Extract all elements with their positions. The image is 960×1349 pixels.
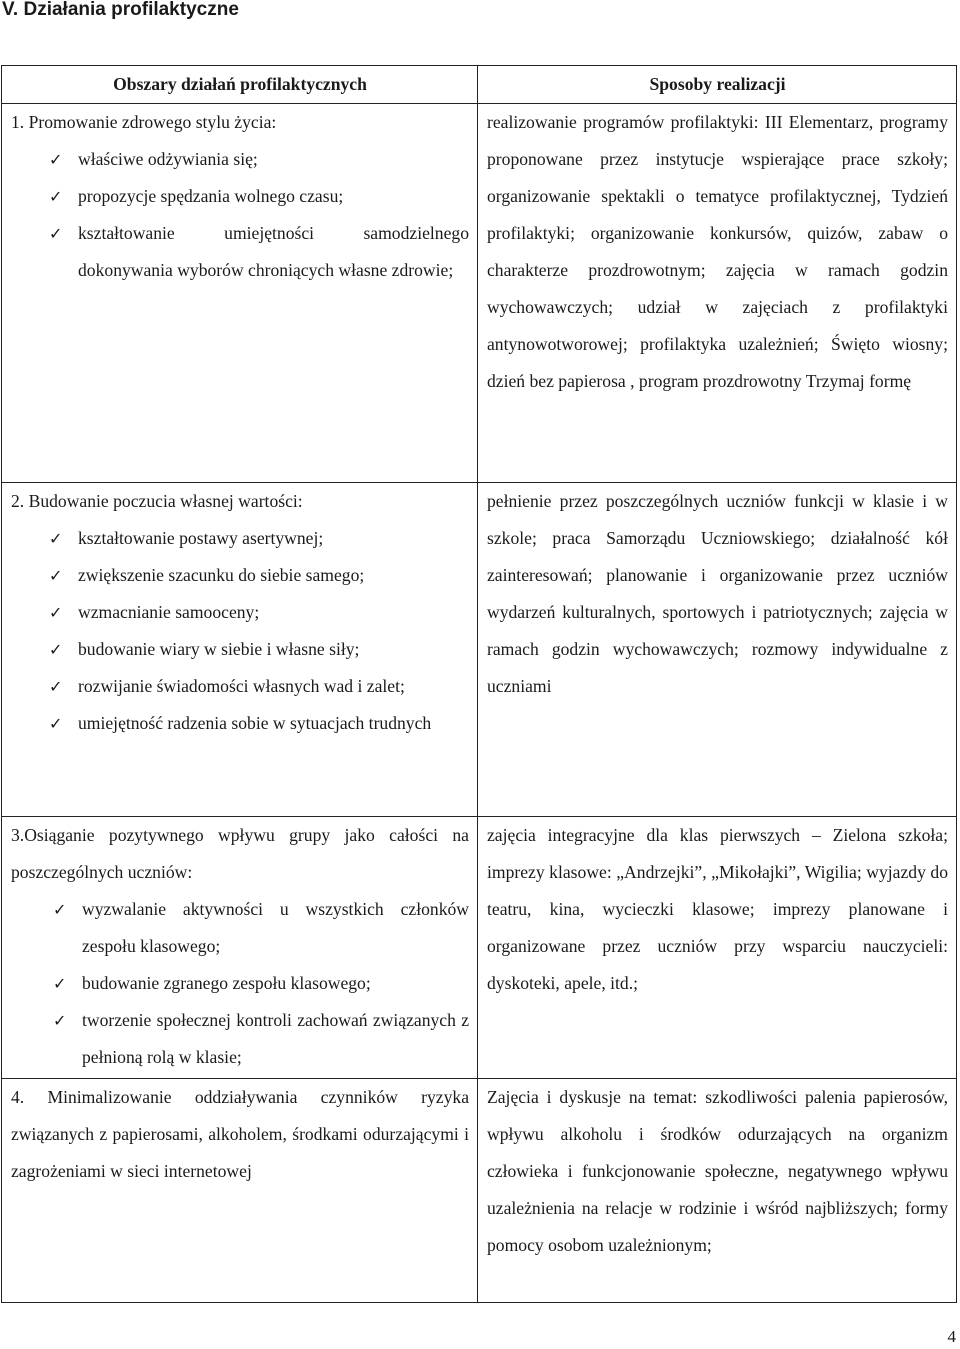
prevention-table <box>1 65 957 1303</box>
check-mark-icon: ✓ <box>49 603 63 622</box>
list-item: ✓ budowanie wiary w siebie i własne siły; <box>11 631 469 668</box>
list-item: ✓ kształtowanie umiejętności samodzielnego dokonywania wyborów chroniących własne zdrowie; <box>11 215 469 289</box>
area-list <box>11 141 469 289</box>
section-title: V. Działania profilaktyczne <box>2 0 239 20</box>
methods-cell: realizowanie programów profilaktyki: III Elementarz, programy proponowane przez instytucje wspierające prace szkoły; organizowanie spektakli o tematyce profilaktycznej, Tydzień profilaktyki; organizowanie konkursów, quizów, zabaw o charakterze prozdrowotnym; zajęcia w ramach godzin wychowawczych; udział w zajęciach z profilaktyki antynowotworowej; profilaktyka uzależnień; Święto wiosny; dzień bez papierosa , program prozdrowotny Trzymaj formę <box>478 104 957 483</box>
column-header-methods: Sposoby realizacji <box>478 66 957 104</box>
area-cell <box>2 483 478 817</box>
area-heading: 2. Budowanie poczucia własnej wartości: <box>11 491 303 511</box>
list-item: ✓ umiejętność radzenia sobie w sytuacjach trudnych <box>11 705 469 742</box>
check-mark-icon: ✓ <box>53 900 67 919</box>
check-mark-icon: ✓ <box>49 714 63 733</box>
column-header-areas: Obszary działań profilaktycznych <box>2 66 478 104</box>
table-row <box>2 1079 957 1303</box>
area-cell <box>2 817 478 1079</box>
list-item: ✓ rozwijanie świadomości własnych wad i zalet; <box>11 668 469 705</box>
area-list <box>11 520 469 742</box>
list-item: ✓ kształtowanie postawy asertywnej; <box>11 520 469 557</box>
methods-cell: zajęcia integracyjne dla klas pierwszych – Zielona szkoła; imprezy klasowe: „Andrzejki”, „Mikołajki”, Wigilia; wyjazdy do teatru, kina, wycieczki klasowe; imprezy planowane i organizowane przez uczniów przy wsparciu nauczycieli: dyskoteki, apele, itd.; <box>478 817 957 1079</box>
list-item: ✓ budowanie zgranego zespołu klasowego; <box>11 965 469 1002</box>
area-heading: 4. Minimalizowanie oddziaływania czynników ryzyka związanych z papierosami, alkoholem, środkami odurzającymi i zagrożeniami w sieci internetowej <box>11 1087 469 1181</box>
check-mark-icon: ✓ <box>49 529 63 548</box>
area-cell <box>2 104 478 483</box>
list-item: ✓ wzmacnianie samooceny; <box>11 594 469 631</box>
area-heading: 3.Osiąganie pozytywnego wpływu grupy jako całości na poszczególnych uczniów: <box>11 825 469 882</box>
list-item: ✓ zwiększenie szacunku do siebie samego; <box>11 557 469 594</box>
list-item: ✓ wyzwalanie aktywności u wszystkich członków zespołu klasowego; <box>11 891 469 965</box>
check-mark-icon: ✓ <box>49 640 63 659</box>
methods-cell: Zajęcia i dyskusje na temat: szkodliwości palenia papierosów, wpływu alkoholu i środków odurzających na organizm człowieka i funkcjonowanie społeczne, negatywnego wpływu uzależnienia na relacje w rodzinie i wśród najbliższych; formy pomocy osobom uzależnionym; <box>478 1079 957 1303</box>
list-item: ✓ propozycje spędzania wolnego czasu; <box>11 178 469 215</box>
list-item: ✓ tworzenie społecznej kontroli zachowań związanych z pełnioną rolą w klasie; <box>11 1002 469 1076</box>
area-cell <box>2 1079 478 1303</box>
list-item: ✓ właściwe odżywiania się; <box>11 141 469 178</box>
check-mark-icon: ✓ <box>49 566 63 585</box>
table-row <box>2 104 957 483</box>
table-row <box>2 817 957 1079</box>
check-mark-icon: ✓ <box>49 187 63 206</box>
methods-cell: pełnienie przez poszczególnych uczniów funkcji w klasie i w szkole; praca Samorządu Uczniowskiego; działalność kół zainteresowań; planowanie i organizowanie przez uczniów wydarzeń kulturalnych, sportowych i patriotycznych; zajęcia w ramach godzin wychowawczych; rozmowy indywidualne z uczniami <box>478 483 957 817</box>
area-list <box>11 891 469 1076</box>
check-mark-icon: ✓ <box>49 677 63 696</box>
table-row <box>2 483 957 817</box>
check-mark-icon: ✓ <box>49 150 63 169</box>
table-header-row <box>2 66 957 104</box>
area-heading: 1. Promowanie zdrowego stylu życia: <box>11 112 277 132</box>
page-number: 4 <box>947 1327 956 1346</box>
check-mark-icon: ✓ <box>53 1011 67 1030</box>
check-mark-icon: ✓ <box>53 974 67 993</box>
check-mark-icon: ✓ <box>49 224 63 243</box>
